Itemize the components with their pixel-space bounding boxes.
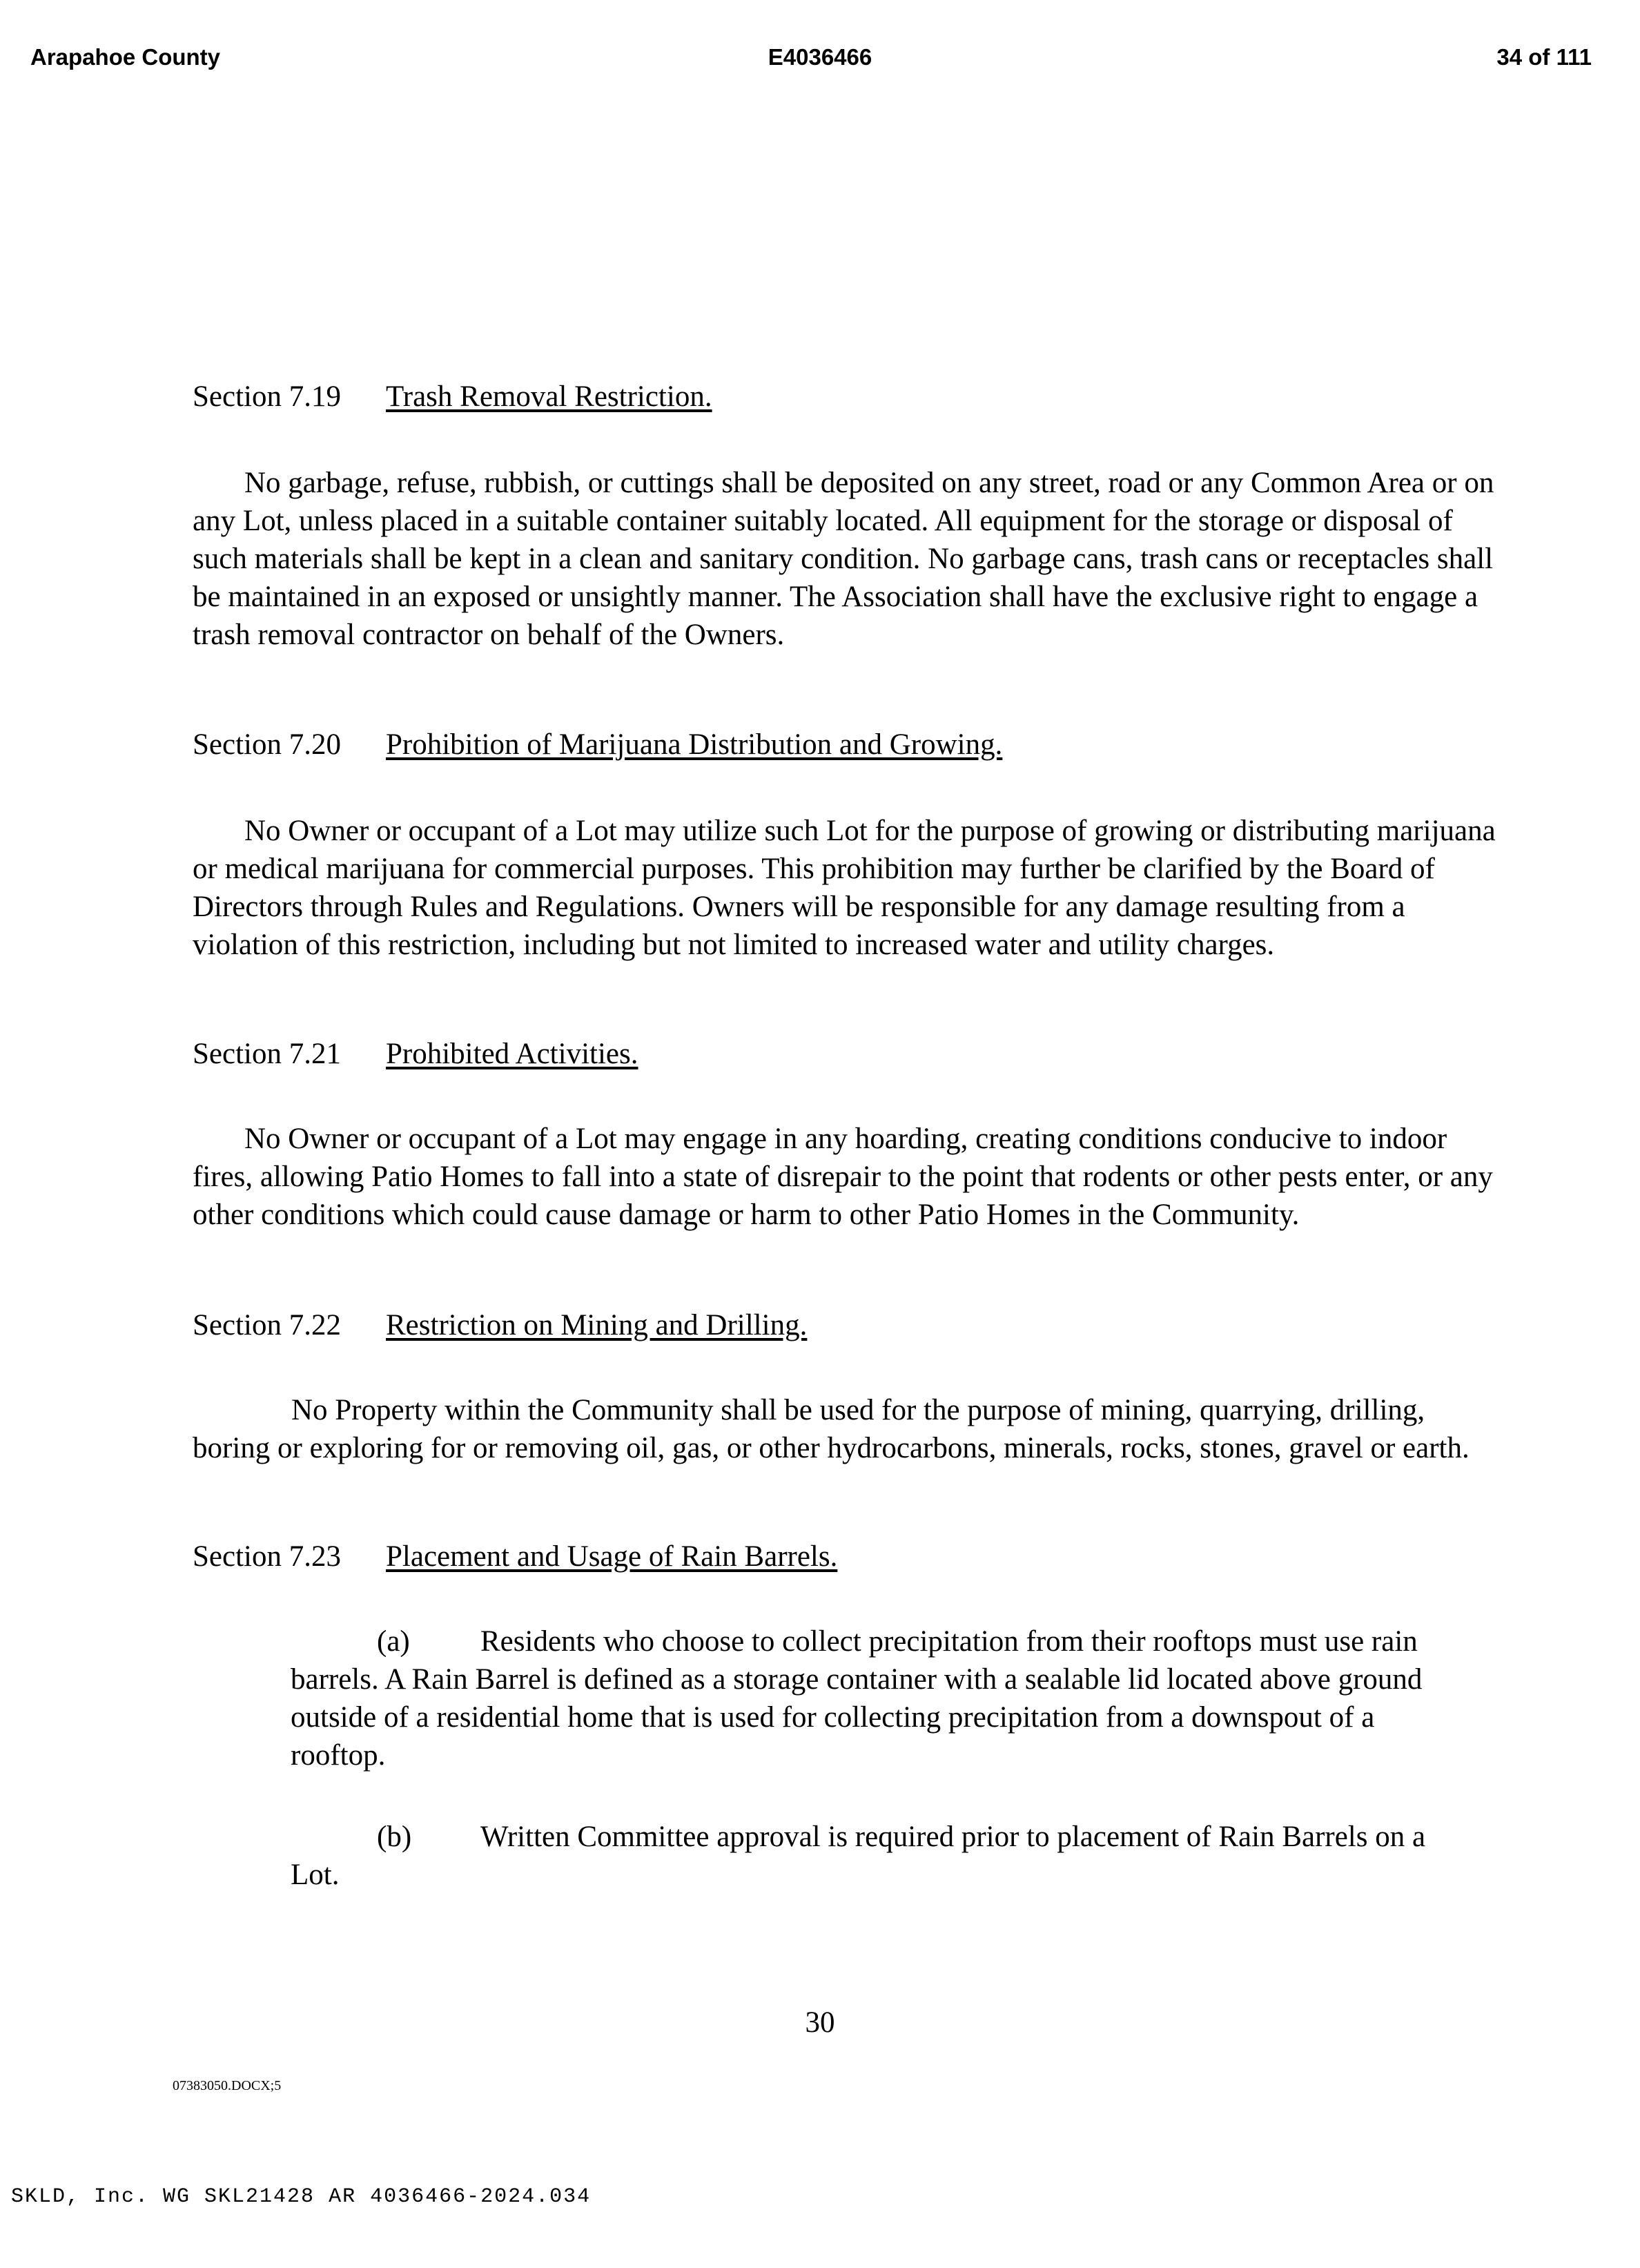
page-number: 30 <box>805 2006 835 2039</box>
item-label: (a) <box>377 1625 410 1658</box>
section-number: Section 7.20 <box>193 728 341 761</box>
list-item-a <box>291 1622 1450 1774</box>
section-title: Trash Removal Restriction. <box>386 380 712 413</box>
item-text: Residents who choose to collect precipitation from their rooftops must use rain barrels. A Rain Barrel is defined as a storage container with a sealable lid located above ground outside of a residential home that is used for collecting precipitation from a downspout of a rooftop. <box>291 1625 1423 1772</box>
section-heading-7-21 <box>193 1035 638 1073</box>
section-body-7-22 <box>193 1391 1504 1467</box>
section-body-7-21 <box>193 1120 1504 1234</box>
header-page-count: 34 of 111 <box>1496 44 1592 70</box>
section-body-7-20 <box>193 812 1504 964</box>
section-title: Prohibition of Marijuana Distribution and Growing. <box>386 728 1003 761</box>
section-title: Placement and Usage of Rain Barrels. <box>386 1540 838 1573</box>
header-reception-number: E4036466 <box>768 44 872 70</box>
section-heading-7-20 <box>193 726 1002 764</box>
paragraph-text: No garbage, refuse, rubbish, or cuttings shall be deposited on any street, road or any Common Area or on any Lot, unless placed in a suitable container suitably located. All equipment for the storage or disposal of such materials shall be kept in a clean and sanitary condition. No garbage cans, trash cans or receptacles shall be maintained in an exposed or unsightly manner. The Association shall have the exclusive right to engage a trash removal contractor on behalf of the Owners. <box>193 467 1494 651</box>
section-title: Restriction on Mining and Drilling. <box>386 1309 808 1341</box>
section-heading-7-19 <box>193 378 712 416</box>
section-number: Section 7.23 <box>193 1540 341 1573</box>
section-heading-7-22 <box>193 1306 807 1344</box>
list-item-b <box>291 1818 1450 1894</box>
paragraph-text: No Owner or occupant of a Lot may utilize such Lot for the purpose of growing or distributing marijuana or medical marijuana for commercial purposes. This prohibition may further be clarified by the Board of Directors through Rules and Regulations. Owners will be responsible for any damage resulting from a violation of this restriction, including but not limited to increased water and utility charges. <box>193 815 1496 961</box>
document-id: 07383050.DOCX;5 <box>173 2078 282 2093</box>
section-number: Section 7.22 <box>193 1309 341 1341</box>
paragraph-text: No Property within the Community shall be used for the purpose of mining, quarrying, drilling, boring or exploring for or removing oil, gas, or other hydrocarbons, minerals, rocks, stones, gravel or earth. <box>193 1394 1470 1464</box>
paragraph-text: No Owner or occupant of a Lot may engage in any hoarding, creating conditions conducive to indoor fires, allowing Patio Homes to fall into a state of disrepair to the point that rodents or other pests enter, or any other conditions which could cause damage or harm to other Patio Homes in the Community. <box>193 1123 1493 1231</box>
item-label: (b) <box>377 1821 412 1853</box>
section-title: Prohibited Activities. <box>386 1038 638 1070</box>
recording-stamp: SKLD, Inc. WG SKL21428 AR 4036466-2024.034 <box>11 2185 592 2209</box>
item-text: Written Committee approval is required prior to placement of Rain Barrels on a Lot. <box>291 1821 1426 1891</box>
header-county: Arapahoe County <box>30 44 221 70</box>
section-number: Section 7.19 <box>193 380 341 413</box>
section-heading-7-23 <box>193 1538 837 1576</box>
section-number: Section 7.21 <box>193 1038 341 1070</box>
section-body-7-19 <box>193 464 1504 654</box>
